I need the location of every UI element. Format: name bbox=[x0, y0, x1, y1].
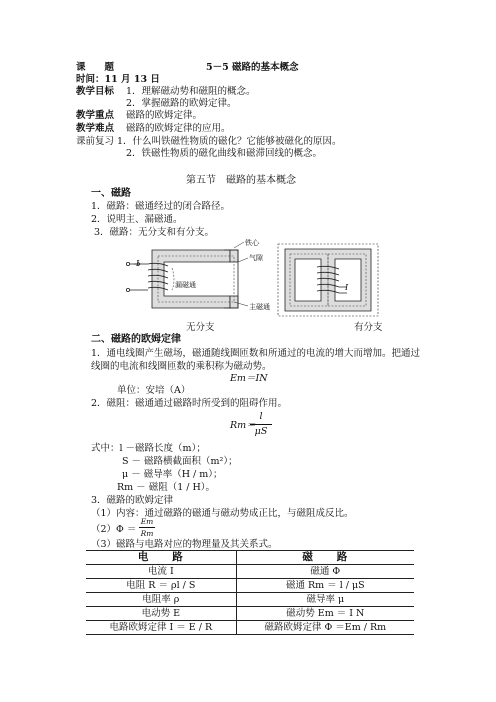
where-line: μ － 磁导率（H / m）； bbox=[122, 469, 223, 480]
goal-item: 1．理解磁动势和磁阻的概念。 bbox=[126, 86, 256, 97]
table-cell: 磁路欧姆定律 Φ ＝Em / Rm bbox=[236, 621, 414, 635]
topic-title: 5－5 磁路的基本概念 bbox=[206, 62, 299, 73]
reluctance-definition: 2．磁阻：磁通通过磁路时所受到的阻碍作用。 bbox=[91, 398, 288, 409]
table-header-row bbox=[86, 551, 414, 565]
reluctance-numerator: l bbox=[259, 411, 263, 422]
current-label: I bbox=[136, 259, 140, 268]
goals-label: 教学目标 bbox=[76, 86, 115, 97]
core-label: 铁心 bbox=[245, 239, 259, 247]
table-cell: 电路欧姆定律 I ＝ E / R bbox=[86, 621, 236, 635]
ohm-law-content: （1）内容：通过磁路的磁通与磁动势成正比，与磁阻成反比。 bbox=[91, 508, 354, 519]
branched-circuit-diagram bbox=[277, 243, 379, 317]
table-cell: 磁通 Φ bbox=[236, 565, 414, 579]
reluctance-denominator: μS bbox=[254, 425, 268, 437]
table-cell: 电动势 E bbox=[86, 607, 236, 621]
leakage-flux-label: 漏磁通 bbox=[175, 281, 196, 289]
where-line: 式中：l －磁路长度（m）； bbox=[91, 443, 206, 454]
fraction-bar bbox=[139, 527, 155, 528]
table-row bbox=[86, 593, 414, 607]
table-row bbox=[86, 621, 414, 635]
table-header-magnetic: 磁 路 bbox=[236, 551, 414, 565]
mmf-formula: Em＝IN bbox=[230, 373, 268, 384]
table-cell: 电阻 R ＝ ρl / S bbox=[86, 579, 236, 593]
section-title: 第五节 磁路的基本概念 bbox=[186, 175, 296, 186]
ohm-law-denominator: Rm bbox=[140, 529, 154, 539]
branched-current-label: I bbox=[345, 283, 349, 292]
review-label: 课前复习 bbox=[76, 136, 115, 147]
part2-heading: 二、磁路的欧姆定律 bbox=[91, 334, 181, 345]
caption-unbranched: 无分支 bbox=[186, 322, 215, 333]
table-cell: 磁动势 Em ＝ I N bbox=[236, 607, 414, 621]
review-item: 1．什么叫铁磁性物质的磁化？它能够被磁化的原因。 bbox=[117, 136, 342, 147]
table-cell: 磁导率 μ bbox=[236, 593, 414, 607]
correspondence-intro: （3）磁路与电路对应的物理量及其关系式。 bbox=[91, 539, 278, 550]
difficulty-text: 磁路的欧姆定律的应用。 bbox=[126, 123, 231, 134]
part1-item: 1．磁路：磁通经过的闭合路径。 bbox=[91, 201, 231, 212]
ohm-law-numerator: Em bbox=[140, 517, 154, 526]
table-cell: 电阻率 ρ bbox=[86, 593, 236, 607]
difficulty-label: 教学难点 bbox=[76, 123, 115, 134]
fraction-bar bbox=[250, 424, 272, 425]
table-cell: 磁通 Rm ＝ l / μS bbox=[236, 579, 414, 593]
table-row bbox=[86, 579, 414, 593]
goal-item: 2．掌握磁路的欧姆定律。 bbox=[126, 98, 237, 109]
table-row bbox=[86, 607, 414, 621]
table-row bbox=[86, 565, 414, 579]
ohm-law-fraction bbox=[139, 517, 155, 539]
where-line: Rm － 磁阻（1 / H）。 bbox=[117, 482, 216, 493]
main-flux-label: 主磁通 bbox=[249, 303, 270, 311]
gap-label: 气隙 bbox=[249, 254, 263, 262]
circuit-magnetic-table bbox=[86, 550, 414, 635]
ohm-law-heading: 3．磁路的欧姆定律 bbox=[91, 495, 174, 506]
part1-heading: 一、磁路 bbox=[91, 188, 131, 199]
mmf-unit: 单位：安培（A） bbox=[117, 385, 191, 396]
part1-item: 2．说明主、漏磁通。 bbox=[91, 214, 183, 225]
part1-item: 3．磁路：无分支和有分支。 bbox=[94, 227, 215, 238]
ohm-law-formula-lhs: （2）Φ ＝ bbox=[91, 524, 137, 535]
reluctance-fraction bbox=[250, 411, 272, 438]
where-line: S － 磁路横截面积（m²）； bbox=[122, 456, 238, 467]
unbranched-circuit-diagram bbox=[120, 240, 270, 320]
topic-label: 课 题 bbox=[76, 62, 115, 73]
keypoint-text: 磁路的欧姆定律。 bbox=[126, 110, 203, 121]
lesson-date: 时间：11 月 13 日 bbox=[76, 74, 160, 85]
table-header-circuit: 电 路 bbox=[86, 551, 236, 565]
caption-branched: 有分支 bbox=[354, 322, 383, 333]
review-item: 2．铁磁性物质的磁化曲线和磁滞回线的概念。 bbox=[126, 148, 323, 159]
reluctance-lhs: Rm＝ bbox=[230, 420, 256, 431]
keypoint-label: 教学重点 bbox=[76, 110, 115, 121]
table-cell: 电流 I bbox=[86, 565, 236, 579]
mmf-paragraph: 1．通电线圈产生磁场，磁通随线圈匝数和所通过的电流的增大而增加。把通过线圈的电流和线圈匝数的乘积称为磁动势。 bbox=[91, 348, 421, 372]
